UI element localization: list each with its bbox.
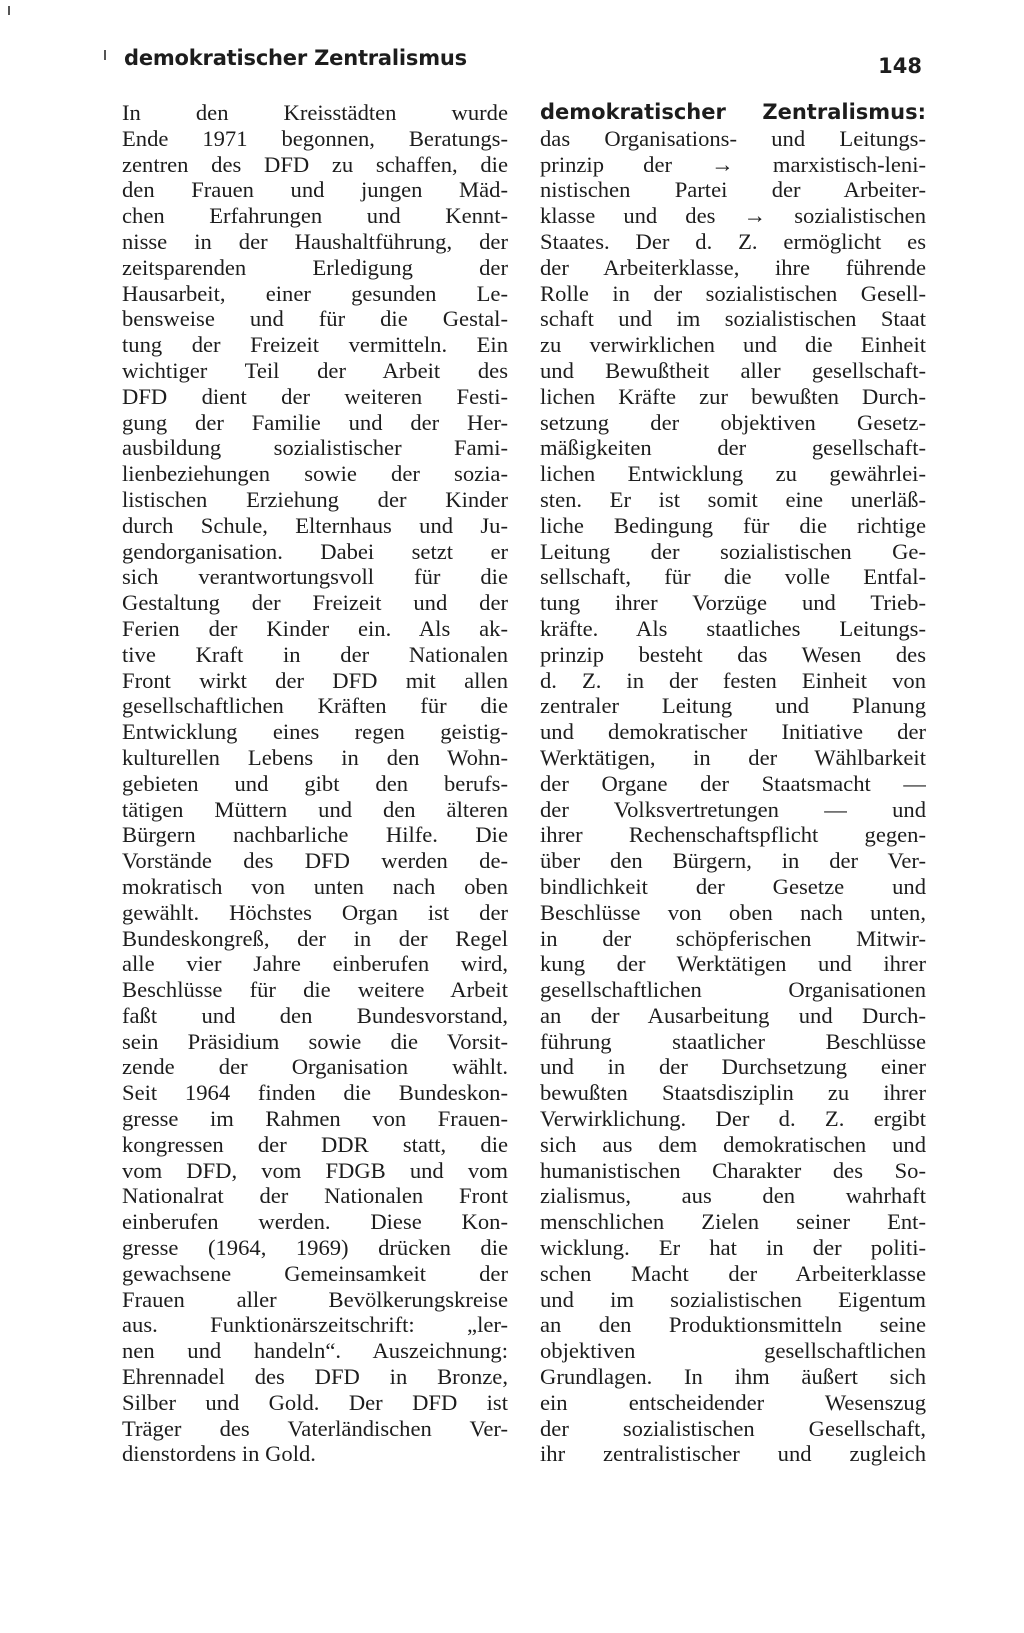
text-line: sten. Er ist somit eine unerläß-: [540, 486, 926, 512]
text-line: In den Kreisstädten wurde: [122, 100, 508, 125]
text-line: und im sozialistischen Eigentum: [540, 1286, 926, 1312]
text-line: gebieten und gibt den berufs-: [122, 770, 508, 796]
text-line: zentraler Leitung und Planung: [540, 693, 926, 719]
text-line: zu verwirklichen und die Einheit: [540, 332, 926, 358]
text-line: nisse in der Haushaltführung, der: [122, 228, 508, 254]
text-line: Ende 1971 begonnen, Beratungs-: [122, 125, 508, 151]
text-line: klasse und des → sozialistischen: [540, 203, 926, 229]
text-line: Ehrennadel des DFD in Bronze,: [122, 1364, 508, 1390]
text-line: Ferien der Kinder ein. Als ak-: [122, 615, 508, 641]
text-line: dienstordens in Gold.: [122, 1441, 316, 1467]
text-line: den Frauen und jungen Mäd-: [122, 177, 508, 203]
page-header: [124, 46, 922, 86]
text-line: d. Z. in der festen Einheit von: [540, 667, 926, 693]
text-line: faßt und den Bundesvorstand,: [122, 1002, 508, 1028]
text-line: DFD dient der weiteren Festi-: [122, 383, 508, 409]
text-line: humanistischen Charakter des So-: [540, 1157, 926, 1183]
text-line: wicklung. Er hat in der politi-: [540, 1235, 926, 1261]
text-line: tätigen Müttern und den älteren: [122, 796, 508, 822]
text-line: ihr zentralistischer und zugleich: [540, 1441, 926, 1467]
text-line: nen und handeln“. Auszeichnung:: [122, 1338, 508, 1364]
text-line: über den Bürgern, in der Ver-: [540, 848, 926, 874]
text-line: Rolle in der sozialistischen Gesell-: [540, 280, 926, 306]
text-line: bewußten Staatsdisziplin zu ihrer: [540, 1080, 926, 1106]
text-line: sellschaft, für die volle Entfal-: [540, 564, 926, 590]
text-line: ausbildung sozialistischer Fami-: [122, 435, 508, 461]
text-line: lienbeziehungen sowie der sozia-: [122, 461, 508, 487]
text-line: und in der Durchsetzung einer: [540, 1054, 926, 1080]
text-line: tung ihrer Vorzüge und Trieb-: [540, 590, 926, 616]
text-line: kulturellen Lebens in den Wohn-: [122, 744, 508, 770]
text-line: der Volksvertretungen — und: [540, 796, 926, 822]
text-line: Nationalrat der Nationalen Front: [122, 1183, 508, 1209]
text-line: Hausarbeit, einer gesunden Le-: [122, 280, 508, 306]
text-line: wichtiger Teil der Arbeit des: [122, 357, 508, 383]
right-column: [540, 100, 926, 1467]
text-line: mokratisch von unten nach oben: [122, 873, 508, 899]
text-line: gesellschaftlichen Organisationen: [540, 977, 926, 1003]
text-line: lichen Kräfte zur bewußten Durch-: [540, 383, 926, 409]
lemma-heading: demokratischer Zentralismus:: [540, 100, 926, 124]
text-line: führung staatlicher Beschlüsse: [540, 1028, 926, 1054]
text-line: ein entscheidender Wesenszug: [540, 1389, 926, 1415]
text-line: Verwirklichung. Der d. Z. ergibt: [540, 1106, 926, 1132]
text-line: Staates. Der d. Z. ermöglicht es: [540, 228, 926, 254]
text-line: und Bewußtheit aller gesellschaft-: [540, 357, 926, 383]
text-line: Leitung der sozialistischen Ge-: [540, 538, 926, 564]
text-line: gung der Familie und der Her-: [122, 409, 508, 435]
text-line: Front wirkt der DFD mit allen: [122, 667, 508, 693]
text-line: Werktätigen, in der Wählbarkeit: [540, 744, 926, 770]
left-column: [122, 100, 508, 1467]
text-line: bensweise und für die Gestal-: [122, 306, 508, 332]
text-line: Frauen aller Bevölkerungskreise: [122, 1286, 508, 1312]
text-line: tive Kraft in der Nationalen: [122, 641, 508, 667]
text-line: schen Macht der Arbeiterklasse: [540, 1260, 926, 1286]
text-line: ihrer Rechenschaftspflicht gegen-: [540, 822, 926, 848]
text-line: tung der Freizeit vermitteln. Ein: [122, 332, 508, 358]
text-line: gewählt. Höchstes Organ ist der: [122, 899, 508, 925]
text-line: nistischen Partei der Arbeiter-: [540, 177, 926, 203]
page-number: 148: [878, 54, 922, 78]
text-line: zentren des DFD zu schaffen, die: [122, 151, 508, 177]
text-line: menschlichen Zielen seiner Ent-: [540, 1209, 926, 1235]
text-line: Gestaltung der Freizeit und der: [122, 590, 508, 616]
text-line: in der schöpferischen Mitwir-: [540, 925, 926, 951]
margin-mark: [104, 50, 106, 60]
text-line: Beschlüsse von oben nach unten,: [540, 899, 926, 925]
text-line: chen Erfahrungen und Kennt-: [122, 203, 508, 229]
text-line: Seit 1964 finden die Bundeskon-: [122, 1080, 508, 1106]
text-line: sich aus dem demokratischen und: [540, 1131, 926, 1157]
text-line: zeitsparenden Erledigung der: [122, 254, 508, 280]
text-line: bindlichkeit der Gesetze und: [540, 873, 926, 899]
text-line: Beschlüsse für die weitere Arbeit: [122, 977, 508, 1003]
corner-mark: [8, 6, 10, 15]
text-line: gewachsene Gemeinsamkeit der: [122, 1260, 508, 1286]
text-line: kung der Werktätigen und ihrer: [540, 951, 926, 977]
text-line: kräfte. Als staatliches Leitungs-: [540, 615, 926, 641]
text-line: aus. Funktionärszeitschrift: „ler-: [122, 1312, 508, 1338]
text-line: Vorstände des DFD werden de-: [122, 848, 508, 874]
text-line: der sozialistischen Gesellschaft,: [540, 1415, 926, 1441]
text-line: Grundlagen. In ihm äußert sich: [540, 1364, 926, 1390]
text-line: gesellschaftlichen Kräften für die: [122, 693, 508, 719]
text-line: liche Bedingung für die richtige: [540, 512, 926, 538]
text-line: sein Präsidium sowie die Vorsit-: [122, 1028, 508, 1054]
text-line: und demokratischer Initiative der: [540, 719, 926, 745]
text-line: prinzip der → marxistisch-leni-: [540, 151, 926, 177]
text-line: Bundeskongreß, der in der Regel: [122, 925, 508, 951]
text-line: durch Schule, Elternhaus und Ju-: [122, 512, 508, 538]
text-line: an den Produktionsmitteln seine: [540, 1312, 926, 1338]
text-line: schaft und im sozialistischen Staat: [540, 306, 926, 332]
text-line: zende der Organisation wählt.: [122, 1054, 508, 1080]
text-line: Entwicklung eines regen geistig-: [122, 719, 508, 745]
text-line: Träger des Vaterländischen Ver-: [122, 1415, 508, 1441]
text-line: zialismus, aus den wahrhaft: [540, 1183, 926, 1209]
text-line: Bürgern nachbarliche Hilfe. Die: [122, 822, 508, 848]
text-line: setzung der objektiven Gesetz-: [540, 409, 926, 435]
text-line: objektiven gesellschaftlichen: [540, 1338, 926, 1364]
text-line: der Arbeiterklasse, ihre führende: [540, 254, 926, 280]
text-line: einberufen werden. Diese Kon-: [122, 1209, 508, 1235]
text-line: vom DFD, vom FDGB und vom: [122, 1157, 508, 1183]
text-line: das Organisations- und Leitungs-: [540, 125, 926, 151]
text-line: sich verantwortungsvoll für die: [122, 564, 508, 590]
text-line: mäßigkeiten der gesellschaft-: [540, 435, 926, 461]
text-line: alle vier Jahre einberufen wird,: [122, 951, 508, 977]
text-line: der Organe der Staatsmacht —: [540, 770, 926, 796]
text-line: gendorganisation. Dabei setzt er: [122, 538, 508, 564]
text-line: lichen Entwicklung zu gewährlei-: [540, 461, 926, 487]
running-head: demokratischer Zentralismus: [124, 46, 467, 70]
text-line: gresse im Rahmen von Frauen-: [122, 1106, 508, 1132]
text-line: listischen Erziehung der Kinder: [122, 486, 508, 512]
text-line: Silber und Gold. Der DFD ist: [122, 1389, 508, 1415]
text-line: prinzip besteht das Wesen des: [540, 641, 926, 667]
text-line: kongressen der DDR statt, die: [122, 1131, 508, 1157]
text-line: gresse (1964, 1969) drücken die: [122, 1235, 508, 1261]
text-line: an der Ausarbeitung und Durch-: [540, 1002, 926, 1028]
